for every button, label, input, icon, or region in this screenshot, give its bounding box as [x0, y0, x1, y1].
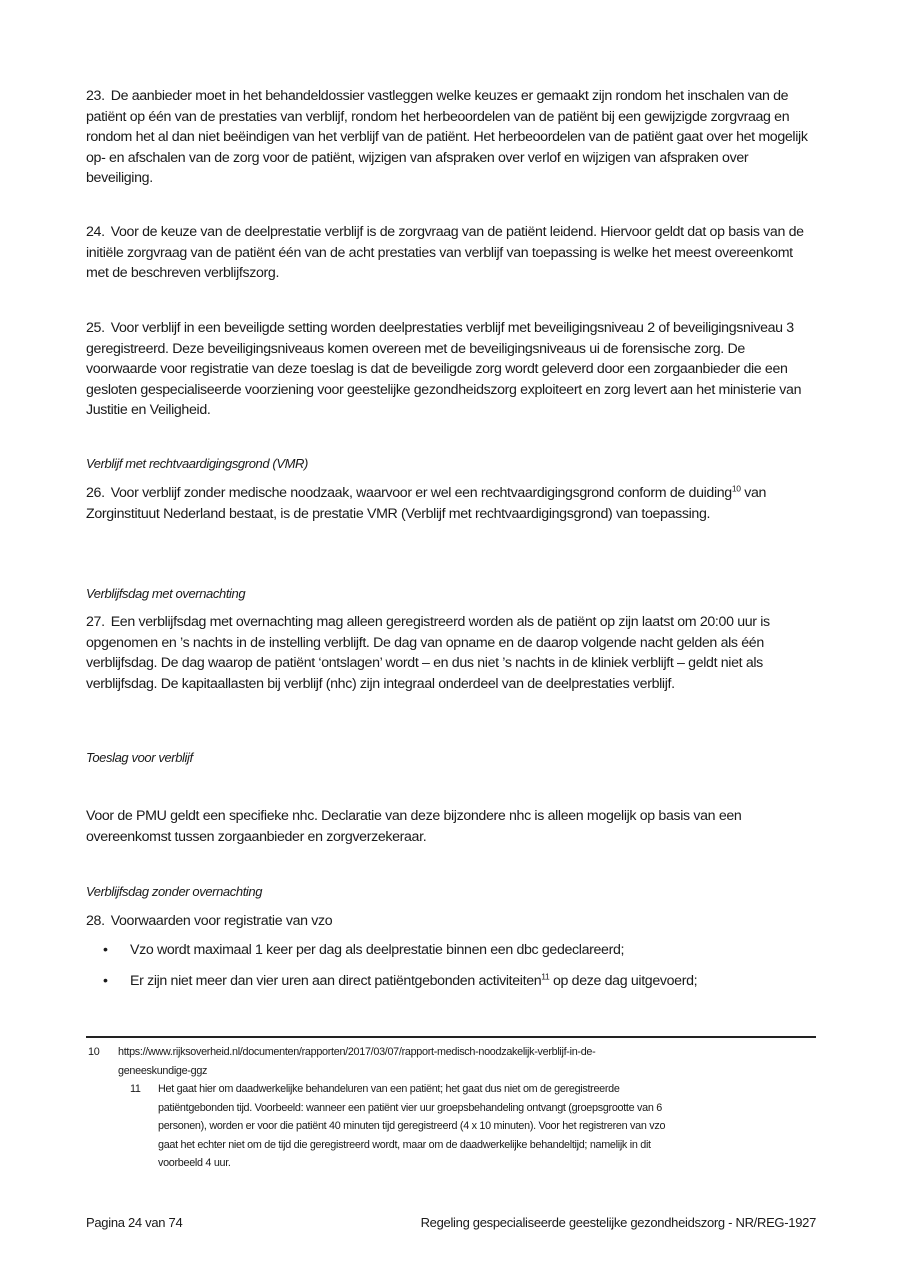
paragraph-number: 24. [86, 224, 105, 240]
footer-document-title: Regeling gespecialiseerde geestelijke gezondheidszorg - NR/REG-1927 [420, 1215, 816, 1230]
footnote-10 [88, 1043, 818, 1083]
paragraph-number: 28. [86, 913, 105, 929]
paragraph-26 [86, 483, 816, 524]
paragraph-pmu [86, 806, 816, 847]
footnote-11 [130, 1080, 820, 1175]
paragraph-28 [86, 911, 816, 932]
footnote-line: personen), worden er voor die patiënt 40 minuten tijd geregistreerd (4 x 10 minuten). Voor het registreren van vzo [158, 1120, 666, 1132]
footnote-line: Het gaat hier om daadwerkelijke behandeluren van een patiënt; het gaat dus niet om de geregistreerde [158, 1083, 620, 1095]
paragraph-text: De aanbieder moet in het behandeldossier vastleggen welke keuzes er gemaakt zijn rondom het inschalen van de patiënt op één van de prestaties van verblijf, rondom het herbeoordelen van de patiënt bij een gewijzigde zorgvraag en rondom het al dan niet beëindigen van het verblijf van de patiënt. Het herbeoordelen van de patiënt gaat over het mogelijk op- en afschalen van de zorg voor de patiënt, wijzigen van afspraken over verlof en wijzigen van afspraken over beveiliging. [86, 88, 808, 186]
paragraph-27 [86, 612, 816, 694]
paragraph-text: Voor de PMU geldt een specifieke nhc. Declaratie van deze bijzondere nhc is alleen mogelijk op basis van een overeenkomst tussen zorgaanbieder en zorgverzekeraar. [86, 808, 742, 845]
heading-toeslag: Toeslag voor verblijf [86, 750, 193, 765]
footnote-ref-10[interactable]: 10 [731, 483, 741, 494]
paragraph-text: Voorwaarden voor registratie van vzo [110, 913, 333, 929]
bullet-text [130, 973, 697, 989]
bullet-text: Vzo wordt maximaal 1 keer per dag als deelprestatie binnen een dbc gedeclareerd; [130, 942, 625, 958]
footnote-number: 11 [130, 1083, 141, 1095]
paragraph-text: Voor verblijf zonder medische noodzaak, waarvoor er wel een rechtvaardigingsgrond conform de duiding [110, 485, 732, 501]
paragraph-text: van Zorginstituut Nederland bestaat, is de prestatie VMR (Verblijf met rechtvaardigingsgrond) van toepassing. [86, 485, 767, 522]
paragraph-24 [86, 222, 816, 284]
paragraph-number: 27. [86, 614, 105, 630]
paragraph-text: Voor de keuze van de deelprestatie verblijf is de zorgvraag van de patiënt leidend. Hiervoor geldt dat op basis van de initiële zorgvraag van de patiënt één van de acht prestaties van verblijf van toepassing is welke het meest overeenkomt met de beschreven verblijfszorg. [86, 224, 804, 281]
bullet-text-after: op deze dag uitgevoerd; [549, 973, 698, 989]
heading-met-overnachting: Verblijfsdag met overnachting [86, 586, 246, 601]
paragraph-number: 23. [86, 88, 105, 104]
footer-page-number: Pagina 24 van 74 [86, 1215, 183, 1230]
paragraph-text: Een verblijfsdag met overnachting mag alleen geregistreerd worden als de patiënt op zijn laatst om 20:00 uur is opgenomen en ’s nachts in de instelling verblijft. De dag van opname en de daarop volgende nacht gelden als één verblijfsdag. De dag waarop de patiënt ‘ontslagen’ wordt – en dus niet ’s nachts in de kliniek verblijft – geldt niet als verblijfsdag. De kapitaallasten bij verblijf (nhc) zijn integraal onderdeel van de deelprestaties verblijf. [86, 614, 770, 692]
paragraph-23 [86, 86, 816, 189]
bullet-icon: • [103, 973, 108, 989]
bullet-icon: • [103, 942, 108, 958]
footnote-link[interactable]: https://www.rijksoverheid.nl/documenten/rapporten/2017/03/07/rapport-medisch-noodzakelijk-verblijf-in-de- [118, 1046, 596, 1058]
heading-zonder-overnachting: Verblijfsdag zonder overnachting [86, 884, 263, 899]
paragraph-number: 25. [86, 320, 105, 336]
footnote-line: patiëntgebonden tijd. Voorbeeld: wanneer een patiënt vier uur groepsbehandeling ontvangt (groepsgrootte van 6 [158, 1101, 662, 1114]
bullet-text-before: Er zijn niet meer dan vier uren aan direct patiëntgebonden activiteiten [130, 973, 542, 989]
footnote-number: 10 [88, 1046, 100, 1058]
footnote-ref-11[interactable]: 11 [541, 971, 550, 982]
footnote-line: gaat het echter niet om de tijd die geregistreerd wordt, maar om de daadwerkelijke behandeltijd; namelijk in dit [158, 1138, 651, 1151]
footnote-link-cont[interactable]: geneeskundige-ggz [118, 1064, 208, 1077]
paragraph-25 [86, 318, 816, 421]
paragraph-number: 26. [86, 485, 105, 501]
heading-vmr: Verblijf met rechtvaardigingsgrond (VMR) [86, 456, 308, 471]
paragraph-text: Voor verblijf in een beveiligde setting worden deelprestaties verblijf met beveiligingsniveau 2 of beveiligingsniveau 3 geregistreerd. Deze beveiligingsniveaus komen overeen met de beveiligingsniveaus ui de forensische zorg. De voorwaarde voor registratie van deze toeslag is dat de beveiligde zorg wordt geleverd door een zorgaanbieder die een gesloten gespecialiseerde voorziening voor geestelijke gezondheidszorg exploiteert en zorg levert aan het ministerie van Justitie en Veiligheid. [86, 320, 802, 418]
footnote-line: voorbeeld 4 uur. [158, 1157, 231, 1169]
footnote-separator [86, 1036, 816, 1038]
